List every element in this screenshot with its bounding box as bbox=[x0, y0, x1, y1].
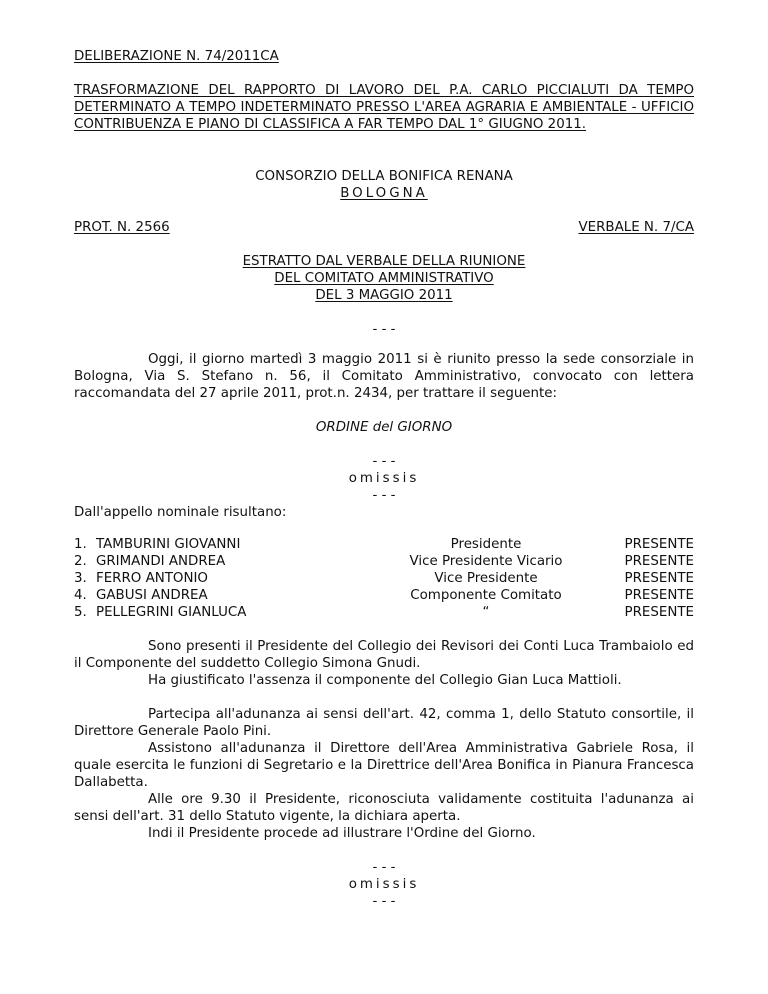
org-name: CONSORZIO DELLA BONIFICA RENANA bbox=[255, 169, 513, 184]
extract-title-line3: DEL 3 MAGGIO 2011 bbox=[315, 288, 453, 303]
paragraph-assistono: Assistono all'adunanza il Direttore dell'Area Amministrativa Gabriele Rosa, il quale esercita le funzioni di Segretario e la Direttrice dell'Area Bonifica in Pianura Francesca Dallabetta. bbox=[74, 741, 694, 790]
extract-title-line1: ESTRATTO DAL VERBALE DELLA RIUNIONE bbox=[242, 254, 526, 269]
attendee-role: “ bbox=[482, 605, 490, 620]
attendee-row bbox=[74, 570, 694, 587]
attendee-number: 3. bbox=[74, 571, 87, 586]
paragraph-partecipa: Partecipa all'adunanza ai sensi dell'art. 42, comma 1, dello Statuto consortile, il Direttore Generale Paolo Pini. bbox=[74, 707, 694, 739]
attendee-number: 5. bbox=[74, 605, 87, 620]
deliberation-subject: TRASFORMAZIONE DEL RAPPORTO DI LAVORO DEL P.A. CARLO PICCIALUTI DA TEMPO DETERMINATO A TEMPO INDETERMINATO PRESSO L'AREA AGRARIA E AMBIENTALE - UFFICIO CONTRIBUENZA E PIANO DI CLASSIFICA A FAR TEMPO DAL 1° GIUGNO 2011. bbox=[74, 83, 694, 132]
roll-call-label: Dall'appello nominale risultano: bbox=[74, 505, 287, 520]
separator: - - - bbox=[372, 322, 396, 337]
attendee-row bbox=[74, 604, 694, 621]
omissis-label: omissis bbox=[348, 877, 420, 892]
attendee-name: TAMBURINI GIOVANNI bbox=[96, 537, 241, 552]
attendee-name: FERRO ANTONIO bbox=[96, 571, 208, 586]
paragraph-assenza: Ha giustificato l'assenza il componente del Collegio Gian Luca Mattioli. bbox=[148, 673, 622, 688]
attendee-row bbox=[74, 587, 694, 604]
attendee-name: GRIMANDI ANDREA bbox=[96, 554, 226, 569]
agenda-title: ORDINE del GIORNO bbox=[315, 420, 453, 435]
attendee-role: Vice Presidente Vicario bbox=[409, 554, 563, 569]
attendee-role: Vice Presidente bbox=[434, 571, 538, 586]
attendee-status: PRESENTE bbox=[624, 554, 694, 569]
intro-paragraph: Oggi, il giorno martedì 3 maggio 2011 si è riunito presso la sede consorziale in Bologna, Via S. Stefano n. 56, il Comitato Amministrativo, convocato con lettera raccomandata del 27 aprile 2011, prot.n. 2434, per trattare il seguente: bbox=[74, 352, 694, 401]
verbale-number: VERBALE N. 7/CA bbox=[578, 220, 694, 235]
paragraph-ore: Alle ore 9.30 il Presidente, riconosciuta validamente costituita l'adunanza ai sensi dell'art. 31 dello Statuto vigente, la dichiara aperta. bbox=[74, 792, 694, 824]
attendance-list bbox=[74, 536, 694, 621]
separator: - - - bbox=[372, 860, 396, 875]
separator: - - - bbox=[372, 488, 396, 503]
omissis-label: omissis bbox=[348, 471, 420, 486]
attendee-role: Componente Comitato bbox=[410, 588, 562, 603]
extract-title-line2: DEL COMITATO AMMINISTRATIVO bbox=[274, 271, 494, 286]
attendee-row bbox=[74, 536, 694, 553]
attendee-status: PRESENTE bbox=[624, 588, 694, 603]
attendee-status: PRESENTE bbox=[624, 605, 694, 620]
attendee-number: 4. bbox=[74, 588, 87, 603]
paragraph-revisori: Sono presenti il Presidente del Collegio dei Revisori dei Conti Luca Trambaiolo ed il Componente del suddetto Collegio Simona Gnudi. bbox=[74, 639, 694, 671]
attendee-status: PRESENTE bbox=[624, 537, 694, 552]
attendee-name: PELLEGRINI GIANLUCA bbox=[96, 605, 247, 620]
attendee-number: 2. bbox=[74, 554, 87, 569]
attendee-number: 1. bbox=[74, 537, 87, 552]
separator: - - - bbox=[372, 894, 396, 909]
attendee-status: PRESENTE bbox=[624, 571, 694, 586]
attendee-row bbox=[74, 553, 694, 570]
attendee-name: GABUSI ANDREA bbox=[96, 588, 208, 603]
prot-number: PROT. N. 2566 bbox=[74, 220, 170, 235]
org-city: BOLOGNA bbox=[340, 186, 428, 201]
separator: - - - bbox=[372, 454, 396, 469]
deliberation-number: DELIBERAZIONE N. 74/2011CA bbox=[74, 49, 279, 64]
paragraph-indi: Indi il Presidente procede ad illustrare l'Ordine del Giorno. bbox=[148, 826, 536, 841]
attendee-role: Presidente bbox=[450, 537, 522, 552]
